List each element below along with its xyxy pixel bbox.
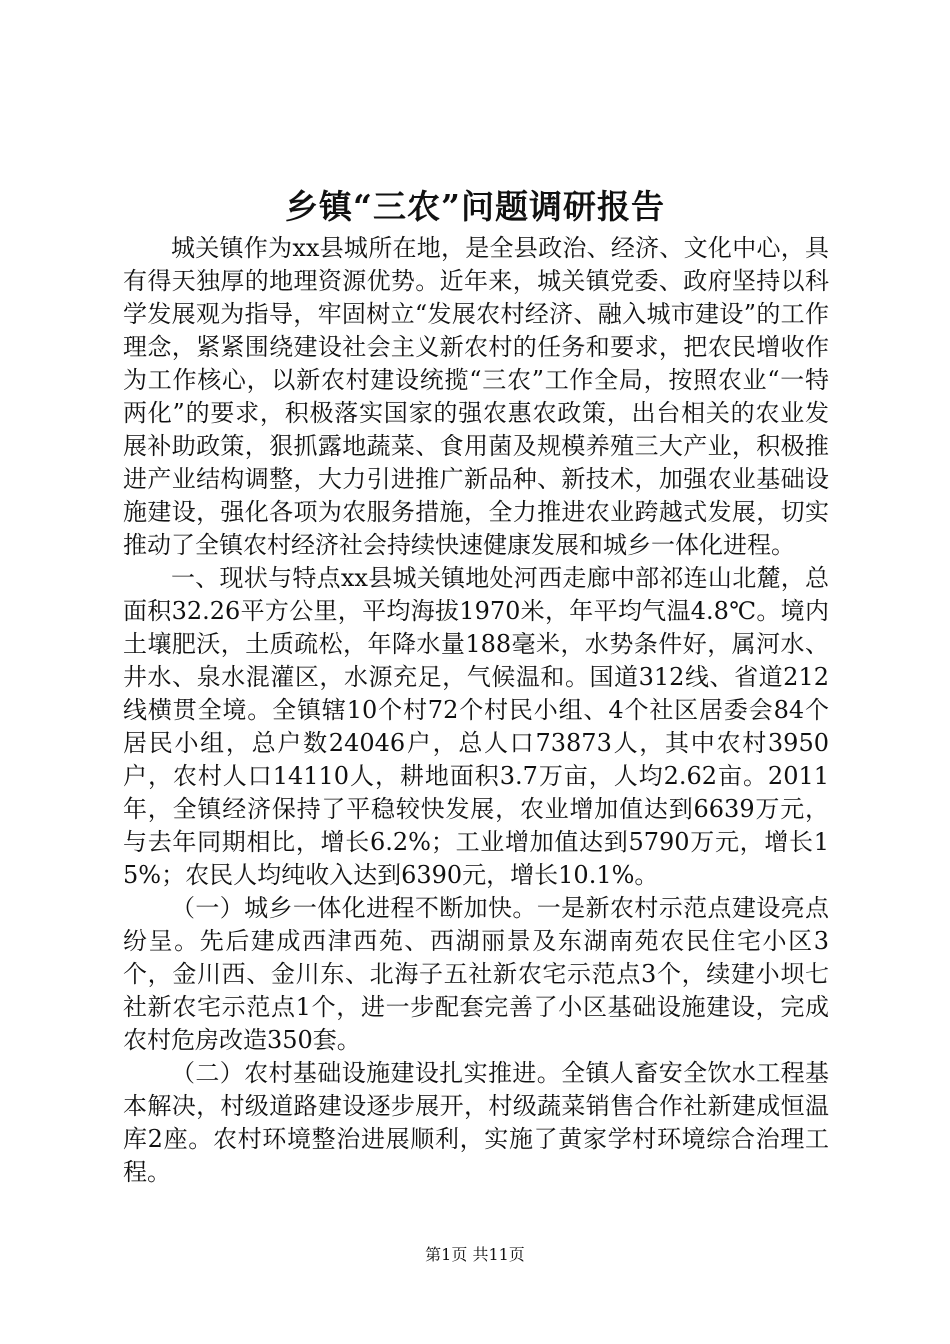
- paragraph-intro: 城关镇作为xx县城所在地，是全县政治、经济、文化中心，具有得天独厚的地理资源优势。近年来，城关镇党委、政府坚持以科学发展观为指导，牢固树立“发展农村经济、融入城市建设”的工作理念，紧紧围绕建设社会主义新农村的任务和要求，把农民增收作为工作核心，以新农村建设统揽“三农”工作全局，按照农业“一特两化”的要求，积极落实国家的强农惠农政策，出台相关的农业发展补助政策，狠抓露地蔬菜、食用菌及规模养殖三大产业，积极推进产业结构调整，大力引进推广新品种、新技术，加强农业基础设施建设，强化各项为农服务措施，全力推进农业跨越式发展，切实推动了全镇农村经济社会持续快速健康发展和城乡一体化进程。: [123, 234, 829, 559]
- document-body: [123, 232, 829, 1189]
- paragraph-section-2: （二）农村基础设施建设扎实推进。全镇人畜安全饮水工程基本解决，村级道路建设逐步展开，村级蔬菜销售合作社新建成恒温库2座。农村环境整治进展顺利，实施了黄家学村环境综合治理工程。: [123, 1059, 829, 1186]
- document-title: 乡镇“三农”问题调研报告: [285, 187, 665, 226]
- page-footer: 第1页 共11页: [425, 1245, 525, 1264]
- paragraph-section-1: （一）城乡一体化进程不断加快。一是新农村示范点建设亮点纷呈。先后建成西津西苑、西湖丽景及东湖南苑农民住宅小区3个，金川西、金川东、北海子五社新农宅示范点3个，续建小坝七社新农宅示范点1个，进一步配套完善了小区基础设施建设，完成农村危房改造350套。: [123, 894, 829, 1054]
- paragraph-status: 一、现状与特点xx县城关镇地处河西走廊中部祁连山北麓，总面积32.26平方公里，平均海拔1970米，年平均气温4.8℃。境内土壤肥沃，土质疏松，年降水量188毫米，水势条件好，属河水、井水、泉水混灌区，水源充足，气候温和。国道312线、省道212线横贯全境。全镇辖10个村72个村民小组、4个社区居委会84个居民小组，总户数24046户，总人口73873人，其中农村3950户，农村人口14110人，耕地面积3.7万亩，人均2.62亩。2011年，全镇经济保持了平稳较快发展，农业增加值达到6639万元，与去年同期相比，增长6.2%；工业增加值达到5790万元，增长15%；农民人均纯收入达到6390元，增长10.1%。: [123, 564, 829, 889]
